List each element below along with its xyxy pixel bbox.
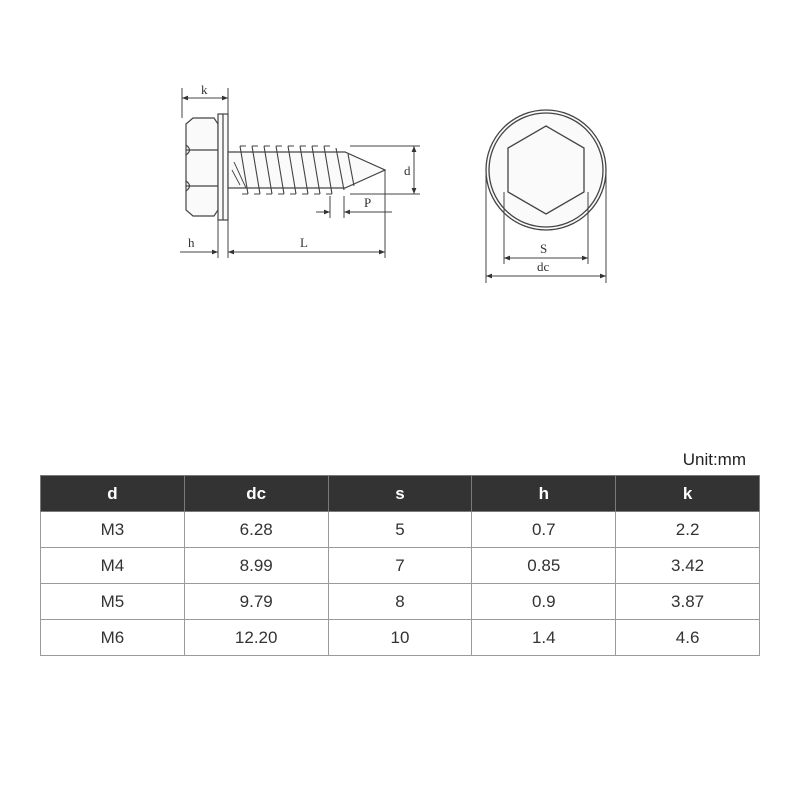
header-d: d	[41, 476, 185, 512]
label-s: S	[540, 241, 548, 256]
table-row	[41, 548, 760, 584]
cell-s: 8	[328, 584, 472, 620]
cell-d: M3	[41, 512, 185, 548]
cell-s: 5	[328, 512, 472, 548]
cell-dc: 12.20	[184, 620, 328, 656]
cell-d: M5	[41, 584, 185, 620]
cell-dc: 8.99	[184, 548, 328, 584]
cell-h: 1.4	[472, 620, 616, 656]
hex-head-side	[186, 118, 218, 216]
header-dc: dc	[184, 476, 328, 512]
cell-dc: 9.79	[184, 584, 328, 620]
screw-side-view	[186, 114, 385, 220]
cell-k: 3.87	[616, 584, 760, 620]
table-row	[41, 620, 760, 656]
cell-d: M4	[41, 548, 185, 584]
screw-technical-drawing	[0, 0, 800, 300]
cell-k: 3.42	[616, 548, 760, 584]
label-k: k	[201, 82, 208, 97]
label-dc: dc	[537, 259, 550, 274]
cell-k: 2.2	[616, 512, 760, 548]
dimension-table	[40, 475, 760, 656]
table-row	[41, 584, 760, 620]
header-h: h	[472, 476, 616, 512]
table-row	[41, 512, 760, 548]
label-d: d	[404, 163, 411, 178]
header-k: k	[616, 476, 760, 512]
cell-d: M6	[41, 620, 185, 656]
unit-label: Unit:mm	[682, 450, 746, 469]
header-s: s	[328, 476, 472, 512]
cell-h: 0.9	[472, 584, 616, 620]
cell-dc: 6.28	[184, 512, 328, 548]
label-l: L	[300, 235, 308, 250]
label-h: h	[188, 235, 195, 250]
table-header-row	[41, 476, 760, 512]
cell-h: 0.85	[472, 548, 616, 584]
cell-k: 4.6	[616, 620, 760, 656]
cell-s: 7	[328, 548, 472, 584]
label-p: P	[364, 195, 372, 210]
cell-s: 10	[328, 620, 472, 656]
cell-h: 0.7	[472, 512, 616, 548]
